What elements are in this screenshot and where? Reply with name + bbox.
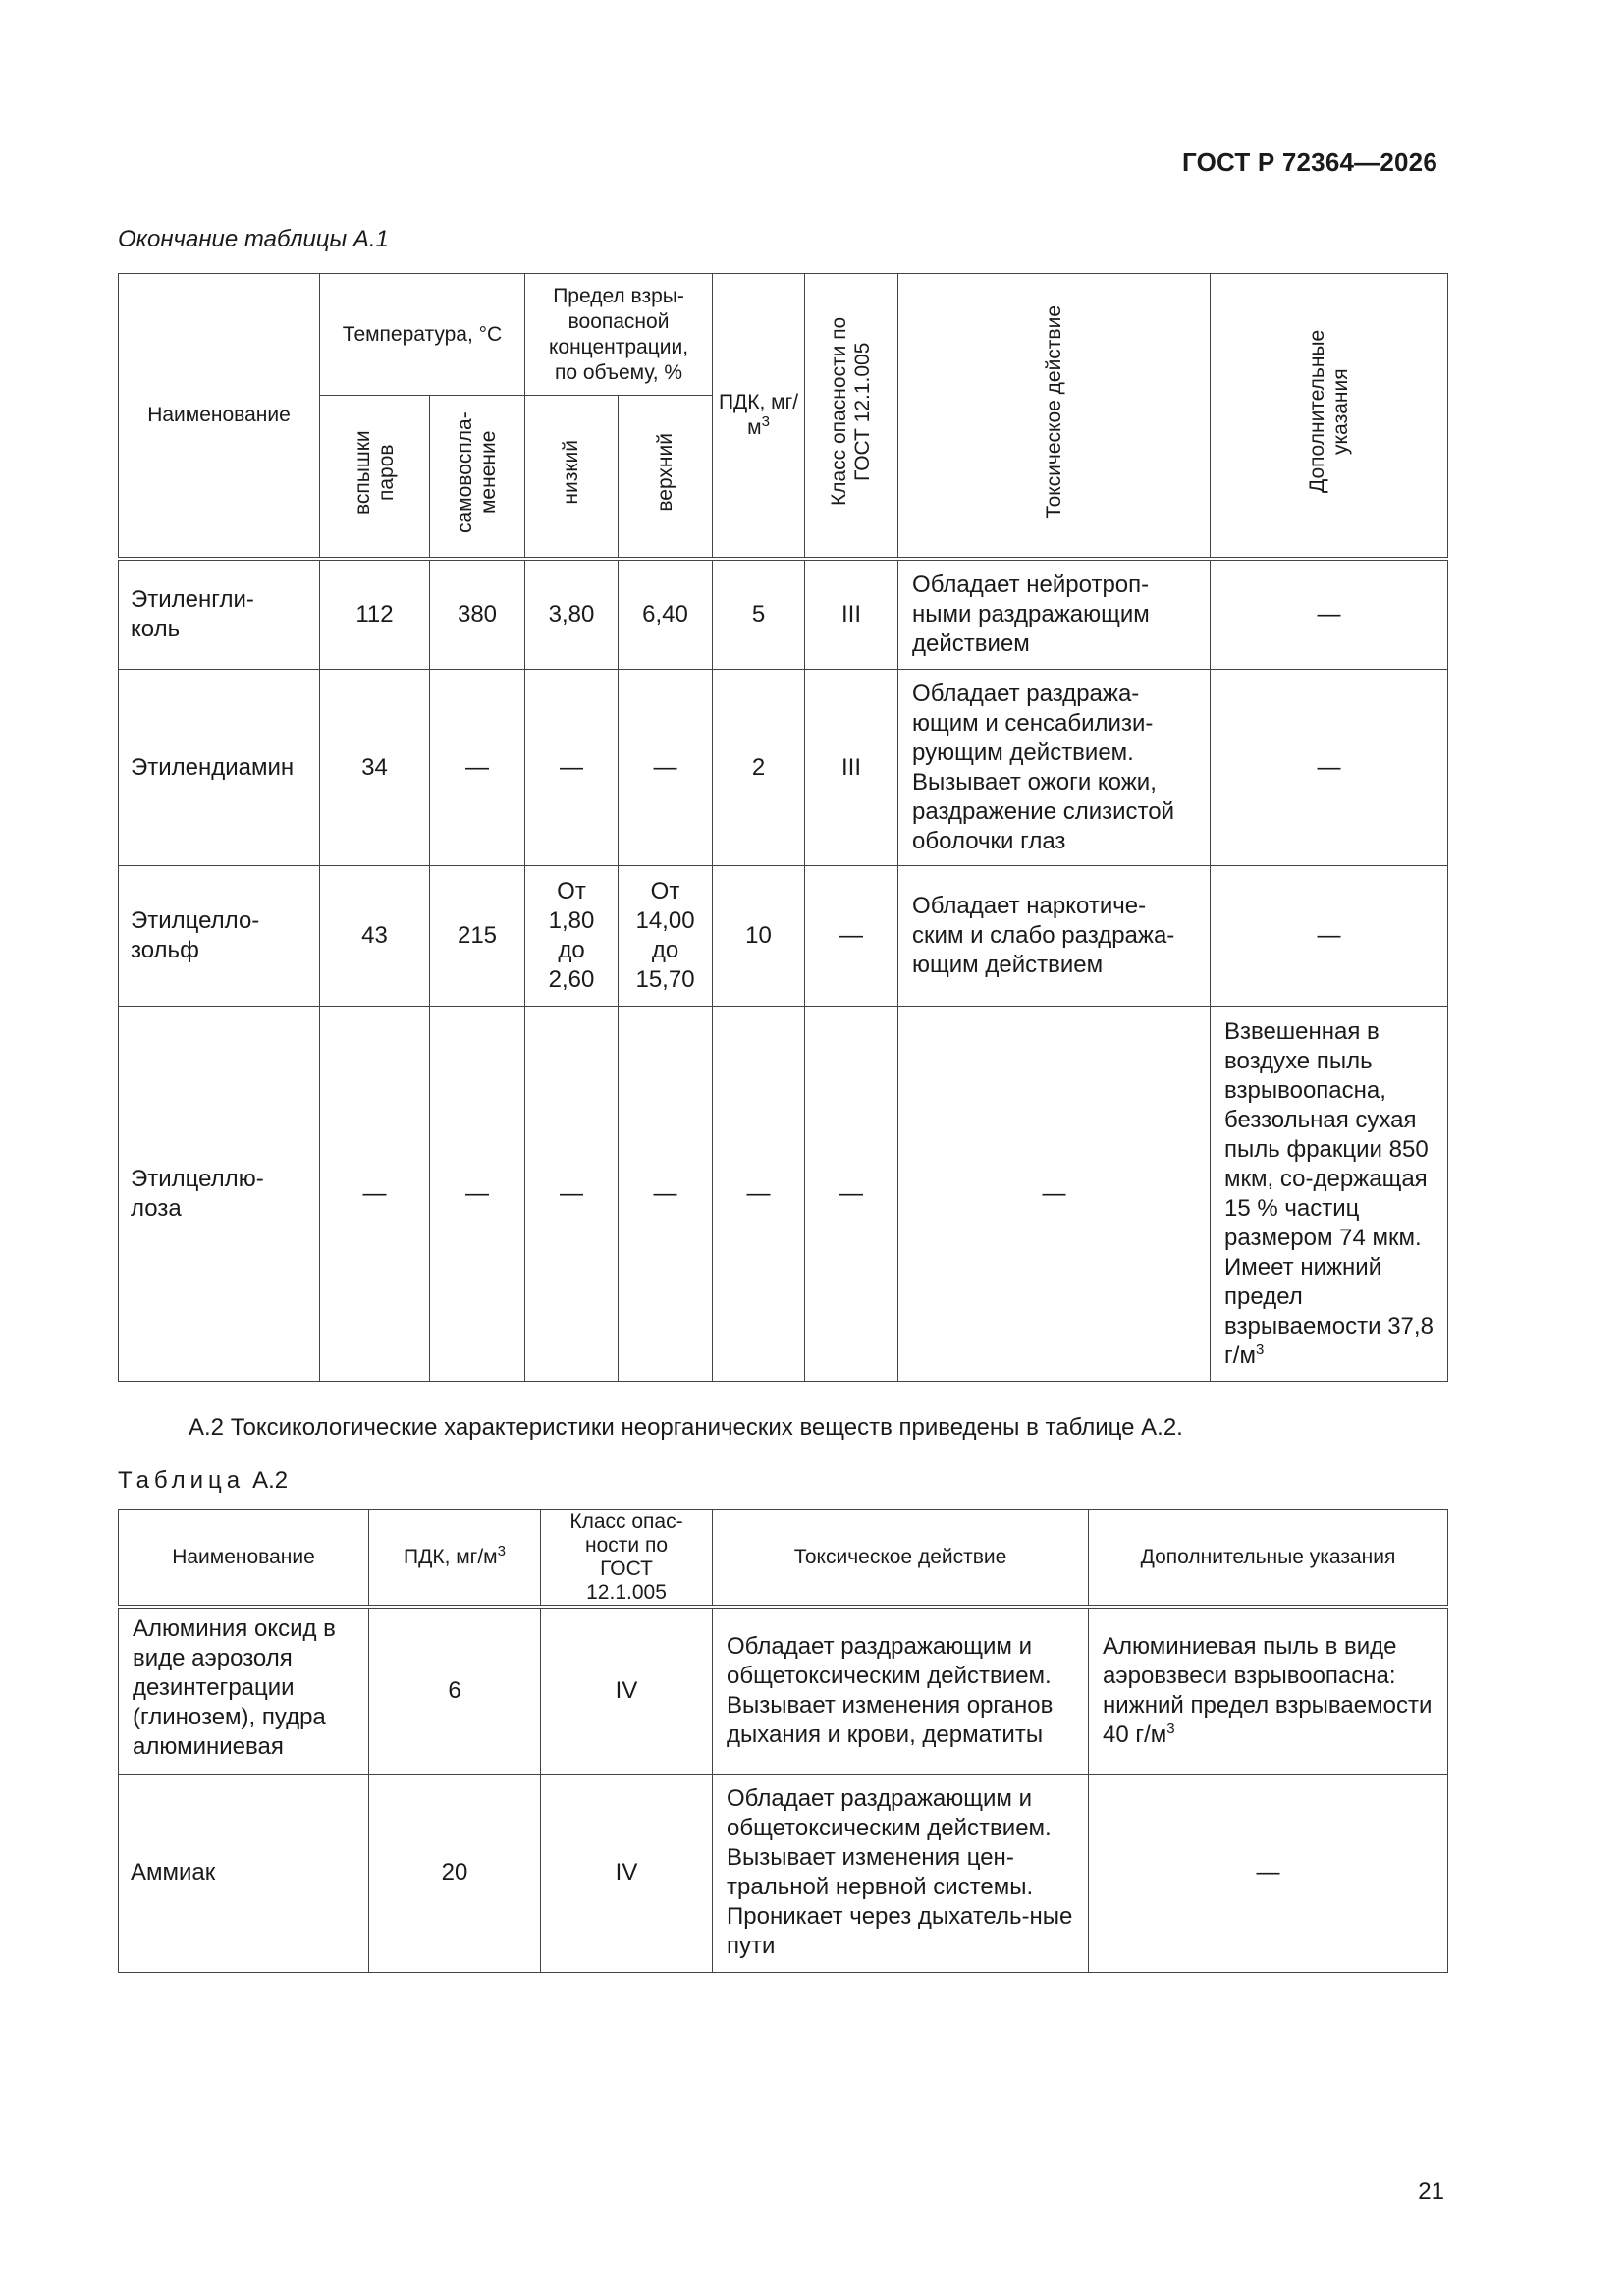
- document-code: ГОСТ Р 72364—2026: [1182, 147, 1437, 177]
- header-upper-text: верхний: [653, 433, 676, 513]
- t2-row-additional-sup: 3: [1166, 1720, 1175, 1737]
- header-lower-text: низкий: [560, 440, 583, 506]
- row-autoignition: —: [430, 670, 525, 866]
- page-number: 21: [1418, 2178, 1444, 2205]
- row-hazard-class: —: [805, 1007, 898, 1382]
- header-pdk-sup: 3: [761, 412, 770, 430]
- row-name: [119, 559, 320, 670]
- table-row: [119, 866, 1448, 1007]
- row-flash: 34: [320, 670, 430, 866]
- row-additional: —: [1211, 670, 1448, 866]
- table-a2: [118, 1509, 1448, 1973]
- header-explosive-limit: Предел взры-воопасной концентрации, по объему, %: [525, 274, 713, 396]
- row-pdk: 10: [713, 866, 805, 1007]
- row-hazard-class: —: [805, 866, 898, 1007]
- table-a1: [118, 273, 1448, 1382]
- row-additional-sup: 3: [1255, 1340, 1265, 1358]
- paragraph-a2: А.2 Токсикологические характеристики неорганических веществ приведены в таблице А.2.: [189, 1414, 1183, 1441]
- row-lower: —: [525, 670, 619, 866]
- row-name: Этилендиамин: [119, 670, 320, 866]
- t2-header-pdk-text: ПДК, мг/м: [404, 1546, 498, 1568]
- header-upper: [619, 396, 713, 559]
- t2-row-name: Аммиак: [119, 1774, 369, 1972]
- t2-header-name: Наименование: [119, 1510, 369, 1608]
- t2-row-pdk: 20: [369, 1774, 541, 1972]
- t2-row-name: Алюминия оксид в виде аэрозоля дезинтеграции (глинозем), пудра алюминиевая: [119, 1607, 369, 1774]
- row-hazard-class: III: [805, 559, 898, 670]
- t2-header-pdk-sup: 3: [497, 1543, 506, 1559]
- header-name: Наименование: [119, 274, 320, 559]
- row-lower-text: От 1,80 до 2,60: [548, 878, 595, 993]
- t2-header-hazard-class-text: Класс опас-ности по ГОСТ 12.1.005: [569, 1510, 683, 1604]
- row-additional: —: [1211, 866, 1448, 1007]
- t2-row-toxic-action: Обладает раздражающим и общетоксическим действием. Вызывает изменения цен-тральной нервной системы. Проникает через дыхатель-ные пути: [713, 1774, 1089, 1972]
- t2-header-toxic-action: Токсическое действие: [713, 1510, 1089, 1608]
- t2-row-toxic-action: Обладает раздражающим и общетоксическим действием. Вызывает изменения органов дыхания и крови, дерматиты: [713, 1607, 1089, 1774]
- row-hazard-class: III: [805, 670, 898, 866]
- row-toxic-action: Обладает нейротроп-ными раздражающим действием: [898, 559, 1211, 670]
- t2-row-hazard-class: IV: [541, 1607, 713, 1774]
- row-lower: —: [525, 1007, 619, 1382]
- row-pdk: —: [713, 1007, 805, 1382]
- table-row: [119, 1607, 1448, 1774]
- row-lower: 3,80: [525, 559, 619, 670]
- table-row: [119, 1007, 1448, 1382]
- header-toxic-action: [898, 274, 1211, 559]
- row-toxic-action: Обладает раздража-ющим и сенсабилизи-рующим действием. Вызывает ожоги кожи, раздражение слизистой оболочки глаз: [898, 670, 1211, 866]
- table-row: [119, 670, 1448, 866]
- row-name-text: Этилцеллю-лоза: [131, 1165, 264, 1222]
- table-a1-continuation-caption: Окончание таблицы А.1: [118, 226, 389, 252]
- header-temperature: Температура, °C: [320, 274, 525, 396]
- t2-row-pdk: 6: [369, 1607, 541, 1774]
- row-additional: —: [1211, 559, 1448, 670]
- table-a2-caption-word: Таблица: [118, 1467, 245, 1494]
- row-additional-text: Взвешенная в воздухе пыль взрывоопасна, беззольная сухая пыль фракции 850 мкм, со-держащая 15 % частиц размером 74 мкм. Имеет нижний предел взрываемости 37,8 г/м: [1224, 1017, 1434, 1369]
- t2-header-hazard-class: [541, 1510, 713, 1608]
- header-autoignition: [430, 396, 525, 559]
- header-hazard-class: [805, 274, 898, 559]
- header-additional: [1211, 274, 1448, 559]
- header-autoignition-text: самовоспла-менение: [454, 411, 500, 534]
- row-toxic-action: —: [898, 1007, 1211, 1382]
- table-a2-caption: [118, 1467, 288, 1495]
- table-row: [119, 1774, 1448, 1972]
- row-upper-text: От 14,00 до 15,70: [635, 878, 695, 993]
- header-toxic-action-text: Токсическое действие: [1042, 304, 1065, 519]
- row-name-text: Этиленгли-коль: [131, 585, 254, 642]
- row-upper: [619, 866, 713, 1007]
- row-pdk: 5: [713, 559, 805, 670]
- row-flash: 112: [320, 559, 430, 670]
- t2-header-pdk: [369, 1510, 541, 1608]
- row-upper: 6,40: [619, 559, 713, 670]
- row-toxic-action: Обладает наркотиче-ским и слабо раздража-ющим действием: [898, 866, 1211, 1007]
- header-lower: [525, 396, 619, 559]
- row-name: [119, 866, 320, 1007]
- row-name-text: Этилцелло-зольф: [131, 907, 260, 963]
- header-pdk: [713, 274, 805, 559]
- table-a2-caption-number: А.2: [252, 1467, 289, 1494]
- t2-row-hazard-class: IV: [541, 1774, 713, 1972]
- t2-row-additional: [1089, 1607, 1448, 1774]
- header-flash-text: вспышки паров: [351, 430, 398, 516]
- table-row: [119, 559, 1448, 670]
- header-flash: [320, 396, 430, 559]
- row-upper: —: [619, 670, 713, 866]
- header-hazard-class-text: Класс опасности по ГОСТ 12.1.005: [828, 317, 875, 507]
- row-autoignition: 215: [430, 866, 525, 1007]
- row-autoignition: —: [430, 1007, 525, 1382]
- t2-row-additional: —: [1089, 1774, 1448, 1972]
- t2-row-additional-text: Алюминиевая пыль в виде аэровзвеси взрывоопасна: нижний предел взрываемости 40 г/м: [1103, 1632, 1433, 1748]
- header-additional-text: Дополнительные указания: [1305, 330, 1352, 494]
- row-pdk: 2: [713, 670, 805, 866]
- row-name: [119, 1007, 320, 1382]
- row-lower: [525, 866, 619, 1007]
- row-additional: [1211, 1007, 1448, 1382]
- header-pdk-text: ПДК, мг/м: [718, 390, 799, 439]
- row-autoignition: 380: [430, 559, 525, 670]
- row-flash: 43: [320, 866, 430, 1007]
- row-upper: —: [619, 1007, 713, 1382]
- t2-header-additional: Дополнительные указания: [1089, 1510, 1448, 1608]
- row-flash: —: [320, 1007, 430, 1382]
